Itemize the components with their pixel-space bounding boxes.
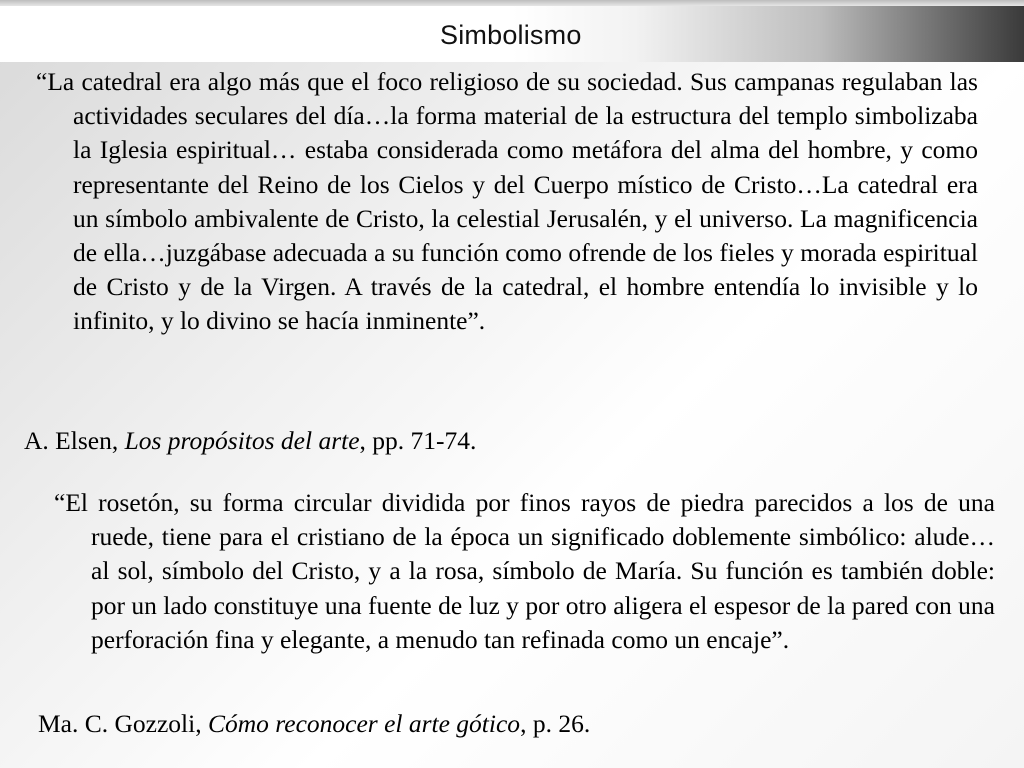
citation-author: Ma. C. Gozzoli, [38, 709, 208, 738]
citation-author: A. Elsen, [24, 426, 125, 455]
quote-cathedral: “La catedral era algo más que el foco religioso de su sociedad. Sus campanas regulaban las actividades seculares del día…la forma material de la estructura del templo simbolizaba la Iglesia espiritual… estaba considerada como metáfora del alma del hombre, y como representante del Reino de los Cielos y del Cuerpo místico de Cristo…La catedral era un símbolo ambivalente de Cristo, la celestial Jerusalén, y el universo. La magnificencia de ella…juzgábase adecuada a su función como ofrende de los fieles y morada espiritual de Cristo y de la Virgen. A través de la catedral, el hombre entendía lo invisible y lo infinito, y lo divino se hacía inminente”. [36, 67, 978, 336]
citation-elsen [24, 425, 476, 457]
citation-work-title: Cómo reconocer el arte gótico [207, 709, 521, 738]
citation-gozzoli [38, 708, 590, 740]
citation-pages: , p. 26. [520, 709, 591, 738]
slide-title: Simbolismo [440, 20, 582, 50]
title-bar [0, 6, 1024, 62]
citation-work-title: Los propósitos del arte [124, 426, 360, 455]
citation-pages: , pp. 71-74. [359, 426, 477, 455]
quote-rose-window: “El rosetón, su forma circular dividida por finos rayos de piedra parecidos a los de una ruede, tiene para el cristiano de la época un significado doblemente simbólico: alude…al sol, símbolo del Cristo, y a la rosa, símbolo de María. Su función es también doble: por un lado constituye una fuente de luz y por otro aligera el espesor de la pared con una perforación fina y elegante, a menudo tan refinada como un encaje”. [54, 488, 995, 654]
